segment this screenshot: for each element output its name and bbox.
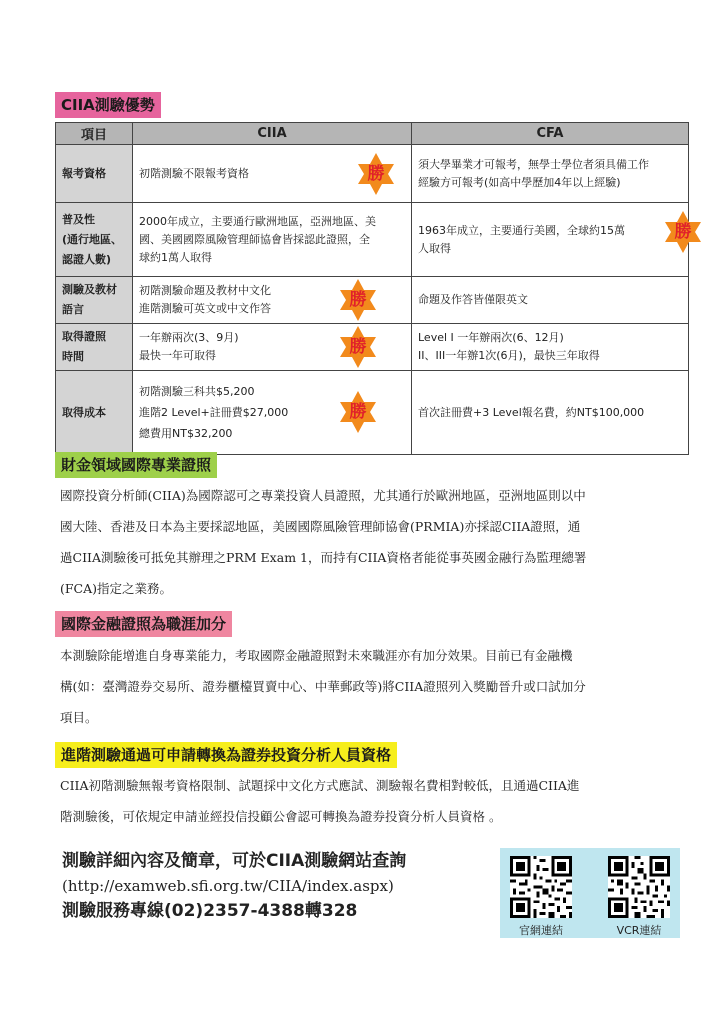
paragraph-line: 項目。: [60, 710, 98, 725]
cell-line: Level I 一年辦兩次(6、12月): [418, 331, 564, 344]
cell-line: 經驗方可報考(如高中學歷加4年以上經驗): [418, 175, 621, 189]
cell-line: 初階測驗命題及教材中文化: [139, 284, 271, 297]
table-header-row: [56, 123, 689, 145]
vcr-caption: VCR連結: [616, 924, 662, 937]
cfa-cell: [412, 324, 689, 371]
win-label: 勝: [349, 290, 367, 310]
cell-line: 進階2 Level+註冊費$27,000: [139, 406, 289, 419]
cell-line: 人取得: [418, 241, 451, 255]
cfa-cell: [412, 371, 689, 455]
footer-website-line: 測驗詳細內容及簡章，可於CIIA測驗網站查詢: [62, 851, 407, 871]
row-label-line: 時間: [62, 350, 84, 363]
cell-line: 須大學畢業才可報考，無學士學位者須具備工作: [418, 157, 649, 171]
win-star-icon: [353, 151, 399, 197]
section-title-conversion: 進階測驗通過可申請轉換為證券投資分析人員資格: [55, 742, 397, 768]
paragraph-intl-cert: [60, 480, 680, 604]
section-title-ciia-advantages: CIIA測驗優勢: [55, 92, 161, 118]
win-star-icon: [335, 277, 381, 323]
paragraph-career: [60, 640, 680, 733]
ciia-cell: [133, 371, 412, 455]
row-label: [56, 371, 133, 455]
footer-url[interactable]: (http://examweb.sfi.org.tw/CIIA/index.aspx): [62, 877, 394, 895]
official-site-caption: 官網連結: [519, 924, 563, 937]
row-label-line: 語言: [62, 303, 84, 316]
cell-line: 國、美國國際風險管理師協會皆採認此證照，全: [139, 232, 370, 246]
cfa-cell: [412, 203, 692, 277]
table-row: [56, 145, 689, 203]
footer-hotline: 測驗服務專線(02)2357-4388轉328: [62, 901, 358, 921]
cell-line: II、III一年辦1次(6月)，最快三年取得: [418, 349, 600, 362]
table-row: [56, 324, 689, 371]
paragraph-line: 國際投資分析師(CIIA)為國際認可之專業投資人員證照，尤其通行於歐洲地區，亞洲地區則以中: [60, 488, 586, 503]
cell-line: 首次註冊費+3 Level報名費，約NT$100,000: [418, 405, 645, 419]
cell-line: 2000年成立，主要通行歐洲地區，亞洲地區、美: [139, 214, 376, 228]
win-star-icon: [335, 324, 381, 370]
cell-line: 一年辦兩次(3、9月): [139, 331, 239, 344]
cell-line: 1963年成立，主要通行美國，全球約15萬: [418, 223, 625, 237]
ciia-cell: [133, 203, 412, 277]
row-label: [56, 277, 133, 324]
row-label: [56, 145, 133, 203]
header-item: 項目: [56, 123, 133, 145]
win-label: 勝: [349, 402, 367, 422]
row-label-line: 取得成本: [62, 405, 106, 419]
row-label-line: 報考資格: [62, 166, 106, 180]
row-label-line: (通行地區、: [62, 232, 123, 246]
win-star-icon: [660, 209, 706, 255]
cell-line: 初階測驗不限報考資格: [139, 166, 249, 180]
row-label-line: 認證人數): [62, 252, 112, 266]
row-label: [56, 203, 133, 277]
vcr-qr-code[interactable]: [608, 856, 670, 918]
paragraph-line: (FCA)指定之業務。: [60, 581, 173, 596]
cell-line: 總費用NT$32,200: [139, 427, 233, 440]
table-row: [56, 277, 689, 324]
qr-code-panel: [500, 848, 680, 938]
cfa-cell: [412, 277, 689, 324]
cell-line: 初階測驗三科共$5,200: [139, 385, 255, 398]
paragraph-line: 國大陸、香港及日本為主要採認地區，美國國際風險管理師協會(PRMIA)亦採認CIIA證照，通: [60, 519, 581, 534]
cell-line: 球約1萬人取得: [139, 250, 212, 264]
table-row: [56, 371, 689, 455]
ciia-cell: [133, 145, 412, 203]
row-label: [56, 324, 133, 371]
ciia-cell: [133, 277, 412, 324]
header-cfa: CFA: [412, 123, 689, 145]
row-label-line: 取得證照: [62, 330, 106, 343]
paragraph-line: CIIA初階測驗無報考資格限制、試題採中文化方式應試、測驗報名費相對較低，且通過CIIA進: [60, 778, 580, 793]
cfa-cell: [412, 145, 689, 203]
official-site-qr-code[interactable]: [510, 856, 572, 918]
paragraph-line: 階測驗後，可依規定申請並經投信投顧公會認可轉換為證券投資分析人員資格 。: [60, 809, 502, 824]
row-label-line: 普及性: [62, 212, 95, 226]
win-star-icon: [335, 389, 381, 435]
paragraph-line: 構(如：臺灣證券交易所、證券櫃檯買賣中心、中華郵政等)將CIIA證照列入獎勵晉升或口試加分: [60, 679, 586, 694]
win-label: 勝: [349, 337, 367, 357]
comparison-table: [55, 122, 692, 455]
table-row: [56, 203, 689, 277]
footer-info: [62, 848, 406, 924]
section-title-career: 國際金融證照為職涯加分: [55, 611, 232, 637]
paragraph-line: 過CIIA測驗後可抵免其辦理之PRM Exam 1，而持有CIIA資格者能從事英國金融行為監理總署: [60, 550, 587, 565]
cell-line: 進階測驗可英文或中文作答: [139, 302, 271, 315]
section-title-intl-cert: 財金領域國際專業證照: [55, 452, 217, 478]
cell-line: 命題及作答皆僅限英文: [418, 293, 528, 306]
paragraph-line: 本測驗除能增進自身專業能力，考取國際金融證照對未來職涯亦有加分效果。目前已有金融機: [60, 648, 573, 663]
ciia-cell: [133, 324, 412, 371]
row-label-line: 測驗及教材: [62, 283, 117, 296]
cell-line: 最快一年可取得: [139, 349, 216, 362]
win-label: 勝: [367, 164, 385, 184]
header-ciia: CIIA: [133, 123, 412, 145]
win-label: 勝: [674, 222, 692, 242]
paragraph-conversion: [60, 770, 680, 832]
